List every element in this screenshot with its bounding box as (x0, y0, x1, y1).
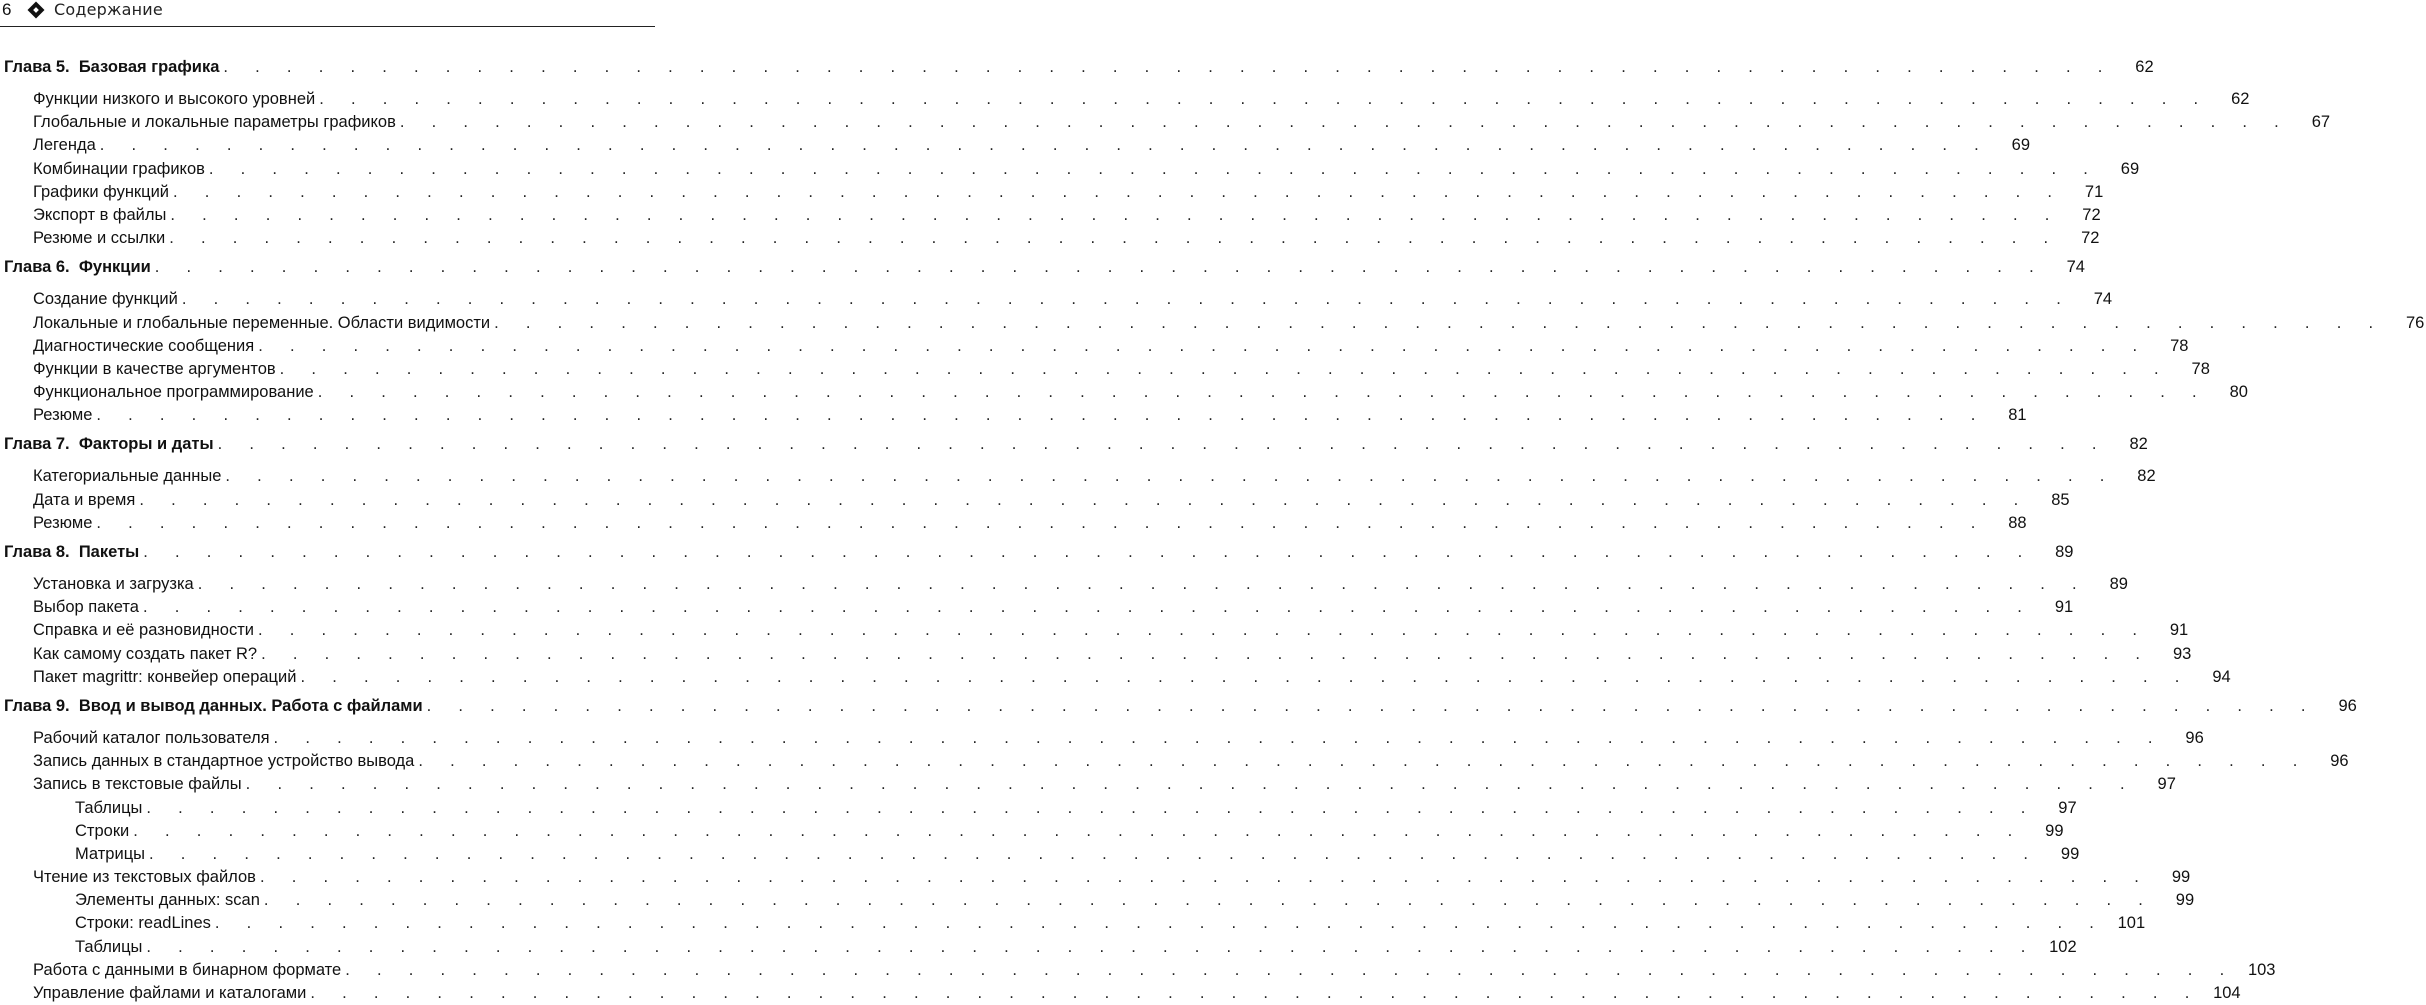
subsection-entry[interactable] (0, 843, 2080, 866)
dot-leader: . . . . . . . . . . . . . . . . . . . . . . . . . . . . . . . . . . . . . . . . . . . . . . . . . . . . . . . . . . . . (197, 575, 2088, 593)
entry-text: Запись в текстовые файлы (33, 775, 242, 794)
entry-text: Диагностические сообщения (33, 336, 255, 355)
page-ref: 69 (2011, 136, 2030, 155)
dot-leader: . . . . . . . . . . . . . . . . . . . . . . . . . . . . . . . . . . . . . . . . . . . . . . . . . . . . . . . . . . . . (169, 229, 2060, 248)
entry-text: Выбор пакета (33, 598, 139, 617)
entry-text: Локальные и глобальные переменные. Области видимости (33, 313, 491, 332)
page-ref: 85 (2051, 490, 2070, 509)
section-entry[interactable] (0, 358, 2210, 381)
dot-leader: . . . . . . . . . . . . . . . . . . . . . . . . . . . . . . . . . . . . . . . . . . . . . . . . . . . . . . . . . . . . (154, 258, 2045, 277)
entry-text: Экспорт в файлы (33, 205, 167, 224)
section-entry-title (0, 288, 182, 311)
entry-text: Справка и её разновидности (33, 621, 254, 640)
section-entry-title (0, 335, 258, 358)
dot-leader: . . . . . . . . . . . . . . . . . . . . . . . . . . . . . . . . . . . . . . . . . . . . . . . . . . . . . . . . . . . . (259, 868, 2151, 887)
dot-leader: . . . . . . . . . . . . . . . . . . . . . . . . . . . . . . . . . . . . . . . . . . . . . . . . . . . . . . . . . . . . (99, 136, 1990, 155)
dot-leader: . . . . . . . . . . . . . . . . . . . . . . . . . . . . . . . . . . . . . . . . . . . . . . . . . . . . . . . . . . . . (310, 984, 2201, 1002)
section-entry[interactable] (0, 619, 2189, 642)
dot-leader: . . . . . . . . . . . . . . . . . . . . . . . . . . . . . . . . . . . . . . . . . . . . . . . . . . . . . . . . . . . . (214, 914, 2106, 933)
chapter-block (0, 56, 2331, 256)
dot-leader: . . . . . . . . . . . . . . . . . . . . . . . . . . . . . . . . . . . . . . . . . . . . . . . . . . . . . . . . . . . . (223, 58, 2114, 76)
page-ref: 74 (2066, 258, 2085, 277)
subsection-entry-title (0, 889, 264, 912)
section-entry[interactable] (0, 643, 2192, 666)
section-entry[interactable] (0, 404, 2027, 427)
entry-text: Глобальные и локальные параметры графиков (33, 113, 396, 132)
page-ref: 78 (2191, 359, 2210, 378)
page-ref: 97 (2157, 775, 2176, 794)
page-ref: 69 (2120, 159, 2140, 178)
section-entry[interactable] (0, 465, 2156, 488)
entry-text: Пакеты (78, 543, 140, 561)
page-ref: 81 (2008, 406, 2027, 425)
section-entry-title (0, 643, 261, 666)
page-ref: 74 (2093, 290, 2113, 309)
page-ref: 96 (2330, 752, 2349, 771)
chapter-label: Глава 6. (4, 258, 70, 277)
section-entry[interactable] (0, 512, 2027, 535)
subsection-entry[interactable] (0, 936, 2077, 959)
subsection-entry-title (0, 843, 149, 866)
page-ref: 91 (2054, 598, 2074, 617)
dot-leader: . . . . . . . . . . . . . . . . . . . . . . . . . . . . . . . . . . . . . . . . . . . . . . . . . . . . . . . . . . . . (261, 644, 2152, 663)
dot-leader: . . . . . . . . . . . . . . . . . . . . . . . . . . . . . . . . . . . . . . . . . . . . . . . . . . . . . . . . . . . . (170, 205, 2061, 224)
entry-text: Базовая графика (78, 58, 220, 76)
chapter-entry[interactable] (0, 541, 2074, 567)
chapter-label: Глава 5. (4, 58, 70, 76)
section-entry-title (0, 134, 100, 157)
section-entry-title (0, 111, 400, 134)
entry-text: Элементы данных: scan (75, 891, 260, 910)
section-entry-title (0, 512, 96, 535)
section-entry-title (0, 666, 300, 689)
dot-leader: . . . . . . . . . . . . . . . . . . . . . . . . . . . . . . . . . . . . . . . . . . . . . . . . . . . . . . . . . . . . (208, 159, 2100, 178)
dot-leader: . . . . . . . . . . . . . . . . . . . . . . . . . . . . . . . . . . . . . . . . . . . . . . . . . . . . . . . . . . . . (418, 752, 2309, 771)
dot-leader: . . . . . . . . . . . . . . . . . . . . . . . . . . . . . . . . . . . . . . . . . . . . . . . . . . . . . . . . . . . . (319, 90, 2210, 108)
page-ref: 82 (2129, 435, 2148, 454)
entry-text: Создание функций (33, 290, 178, 309)
dot-leader: . . . . . . . . . . . . . . . . . . . . . . . . . . . . . . . . . . . . . . . . . . . . . . . . . . . . . . . . . . . . (399, 113, 2291, 132)
page-ref: 94 (2212, 667, 2231, 686)
chapter-label: Глава 9. (4, 696, 70, 715)
table-of-contents (0, 56, 2425, 1005)
section-entry[interactable] (0, 596, 2074, 619)
chapter-entry-title (0, 256, 155, 279)
subsection-entry-title (0, 936, 146, 959)
page-ref: 80 (2229, 383, 2248, 402)
entry-text: Матрицы (75, 844, 146, 863)
entry-text: Функции низкого и высокого уровней (33, 90, 316, 108)
chapter-entry[interactable] (0, 56, 2154, 82)
entry-text: Управление файлами и каталогами (33, 984, 307, 1002)
entry-text: Установка и загрузка (33, 575, 194, 593)
chapter-label: Глава 7. (4, 435, 70, 454)
dot-leader: . . . . . . . . . . . . . . . . . . . . . . . . . . . . . . . . . . . . . . . . . . . . . . . . . . . . . . . . . . . . (225, 467, 2116, 486)
page-ref: 72 (2081, 229, 2100, 248)
section-entry[interactable] (0, 573, 2128, 596)
chapter-label-space (70, 58, 79, 76)
section-entry[interactable] (0, 204, 2101, 227)
dot-leader: . . . . . . . . . . . . . . . . . . . . . . . . . . . . . . . . . . . . . . . . . . . . . . . . . . . . . . . . . . . . (217, 435, 2108, 454)
page-ref: 96 (2185, 728, 2204, 747)
entry-text: Как самому создать пакет R? (33, 644, 258, 663)
chapter-label-space (70, 697, 79, 715)
dot-leader: . . . . . . . . . . . . . . . . . . . . . . . . . . . . . . . . . . . . . . . . . . . . . . . . . . . . . . . . . . . . (245, 775, 2136, 794)
section-entry-title (0, 773, 246, 796)
section-entry-title (0, 959, 345, 982)
section-entry[interactable] (0, 866, 2191, 889)
dot-leader: . . . . . . . . . . . . . . . . . . . . . . . . . . . . . . . . . . . . . . . . . . . . . . . . . . . . . . . . . . . . (146, 937, 2037, 956)
entry-text: Графики функций (33, 182, 170, 201)
section-entry[interactable] (0, 227, 2100, 250)
section-entry[interactable] (0, 750, 2349, 773)
chapter-label: Глава 8. (4, 543, 70, 561)
chapter-entry-title (0, 433, 218, 456)
page-ref: 82 (2137, 467, 2156, 486)
section-entry[interactable] (0, 773, 2176, 796)
page-ref: 62 (2231, 90, 2250, 108)
subsection-entry[interactable] (0, 912, 2146, 935)
dot-leader: . . . . . . . . . . . . . . . . . . . . . . . . . . . . . . . . . . . . . . . . . . . . . . . . . . . . . . . . . . . . (96, 513, 1987, 532)
dot-leader: . . . . . . . . . . . . . . . . . . . . . . . . . . . . . . . . . . . . . . . . . . . . . . . . . . . . . . . . . . . . (258, 336, 2149, 355)
dot-leader: . . . . . . . . . . . . . . . . . . . . . . . . . . . . . . . . . . . . . . . . . . . . . . . . . . . . . . . . . . . . (142, 598, 2034, 617)
page-ref: 93 (2172, 644, 2192, 663)
chapter-block (0, 695, 2357, 1005)
section-entry[interactable] (0, 666, 2231, 689)
page-ref: 78 (2170, 336, 2189, 355)
section-entry-title (0, 465, 225, 488)
entry-text: Функциональное программирование (33, 383, 314, 402)
section-entry-title (0, 227, 169, 250)
section-entry-title (0, 181, 173, 204)
entry-text: Резюме (33, 513, 93, 532)
page-ref: 89 (2055, 543, 2074, 561)
running-title: Содержание (54, 0, 163, 19)
entry-text: Комбинации графиков (33, 159, 205, 178)
dot-leader: . . . . . . . . . . . . . . . . . . . . . . . . . . . . . . . . . . . . . . . . . . . . . . . . . . . . . . . . . . . . (317, 383, 2208, 402)
page-ref: 89 (2109, 575, 2128, 593)
chapter-entry[interactable] (0, 695, 2357, 721)
chapter-entry-title (0, 56, 223, 79)
section-entry-title (0, 573, 198, 596)
section-entry[interactable] (0, 335, 2189, 358)
section-entry-title (0, 619, 258, 642)
section-entry-title (0, 404, 96, 427)
section-entry[interactable] (0, 88, 2250, 111)
chapter-block (0, 256, 2425, 433)
dot-leader: . . . . . . . . . . . . . . . . . . . . . . . . . . . . . . . . . . . . . . . . . . . . . . . . . . . . . . . . . . . . (173, 182, 2064, 201)
page-ref: 99 (2171, 868, 2191, 887)
chapter-block (0, 541, 2231, 695)
section-entry[interactable] (0, 381, 2248, 404)
section-entry-title (0, 750, 418, 773)
section-entry-title (0, 381, 318, 404)
entry-text: Запись данных в стандартное устройство вывода (33, 752, 415, 771)
section-entry[interactable] (0, 181, 2104, 204)
dot-leader: . . . . . . . . . . . . . . . . . . . . . . . . . . . . . . . . . . . . . . . . . . . . . . . . . . . . . . . . . . . . (494, 313, 2385, 332)
entry-text: Резюме и ссылки (33, 229, 166, 248)
entry-text: Таблицы (75, 798, 143, 817)
entry-text: Пакет magrittr: конвейер операций (33, 667, 297, 686)
entry-text: Функции в качестве аргументов (33, 359, 276, 378)
subsection-entry-title (0, 820, 133, 843)
entry-text: Таблицы (75, 937, 143, 956)
subsection-entry-title (0, 912, 215, 935)
entry-text: Строки (75, 821, 130, 840)
page-ref: 97 (2058, 798, 2077, 817)
dot-leader: . . . . . . . . . . . . . . . . . . . . . . . . . . . . . . . . . . . . . . . . . . . . . . . . . . . . . . . . . . . . (426, 696, 2317, 715)
chapter-entry[interactable] (0, 256, 2085, 282)
dot-leader: . . . . . . . . . . . . . . . . . . . . . . . . . . . . . . . . . . . . . . . . . . . . . . . . . . . . . . . . . . . . (181, 290, 2073, 309)
page-ref: 99 (2045, 821, 2064, 840)
page-ref: 96 (2338, 696, 2357, 715)
section-entry[interactable] (0, 959, 2276, 982)
entry-text: Дата и время (33, 490, 136, 509)
dot-leader: . . . . . . . . . . . . . . . . . . . . . . . . . . . . . . . . . . . . . . . . . . . . . . . . . . . . . . . . . . . . (149, 844, 2040, 863)
entry-text: Работа с данными в бинарном формате (33, 960, 342, 979)
page-number: 6 (2, 0, 12, 19)
entry-text: Функции (78, 258, 151, 277)
chapter-entry-title (0, 695, 427, 718)
dot-leader: . . . . . . . . . . . . . . . . . . . . . . . . . . . . . . . . . . . . . . . . . . . . . . . . . . . . . . . . . . . . (96, 406, 1987, 425)
section-entry[interactable] (0, 134, 2030, 157)
section-entry[interactable] (0, 111, 2331, 134)
page-ref: 101 (2117, 914, 2146, 933)
section-entry-title (0, 358, 280, 381)
chapter-label-space (70, 543, 79, 561)
chapter-entry-title (0, 541, 143, 564)
entry-text: Легенда (33, 136, 96, 155)
page-ref: 104 (2213, 984, 2241, 1002)
section-entry[interactable] (0, 312, 2425, 335)
dot-leader: . . . . . . . . . . . . . . . . . . . . . . . . . . . . . . . . . . . . . . . . . . . . . . . . . . . . . . . . . . . . (279, 359, 2170, 378)
dot-leader: . . . . . . . . . . . . . . . . . . . . . . . . . . . . . . . . . . . . . . . . . . . . . . . . . . . . . . . . . . . . (133, 821, 2024, 840)
subsection-entry[interactable] (0, 889, 2195, 912)
section-entry-title (0, 727, 274, 750)
subsection-entry[interactable] (0, 797, 2077, 820)
chapter-label-space (70, 258, 79, 276)
dot-leader: . . . . . . . . . . . . . . . . . . . . . . . . . . . . . . . . . . . . . . . . . . . . . . . . . . . . . . . . . . . . (146, 798, 2037, 817)
entry-text: Категориальные данные (33, 467, 222, 486)
page-ref: 71 (2084, 182, 2104, 201)
chapter-label-space (70, 435, 79, 453)
dot-leader: . . . . . . . . . . . . . . . . . . . . . . . . . . . . . . . . . . . . . . . . . . . . . . . . . . . . . . . . . . . . (345, 960, 2236, 979)
page-ref: 99 (2060, 844, 2080, 863)
entry-text: Резюме (33, 406, 93, 425)
section-entry[interactable] (0, 727, 2204, 750)
section-entry-title (0, 489, 139, 512)
page-ref: 103 (2247, 960, 2276, 979)
section-entry[interactable] (0, 982, 2241, 1005)
page-ref: 99 (2175, 891, 2195, 910)
page-ref: 76 (2406, 313, 2425, 332)
section-entry-title (0, 204, 170, 227)
section-entry[interactable] (0, 489, 2070, 512)
subsection-entry-title (0, 797, 146, 820)
page-ref: 88 (2008, 513, 2027, 532)
page-ref: 91 (2169, 621, 2189, 640)
diamond-ornament-icon (28, 2, 45, 19)
section-entry[interactable] (0, 158, 2140, 181)
chapter-entry[interactable] (0, 433, 2148, 459)
dot-leader: . . . . . . . . . . . . . . . . . . . . . . . . . . . . . . . . . . . . . . . . . . . . . . . . . . . . . . . . . . . . (273, 728, 2164, 747)
entry-text: Чтение из текстовых файлов (33, 868, 256, 887)
section-entry-title (0, 982, 310, 1005)
dot-leader: . . . . . . . . . . . . . . . . . . . . . . . . . . . . . . . . . . . . . . . . . . . . . . . . . . . . . . . . . . . . (300, 667, 2191, 686)
entry-text: Факторы и даты (78, 435, 214, 454)
dot-leader: . . . . . . . . . . . . . . . . . . . . . . . . . . . . . . . . . . . . . . . . . . . . . . . . . . . . . . . . . . . . (139, 490, 2030, 509)
entry-text: Рабочий каталог пользователя (33, 728, 270, 747)
page-ref: 62 (2135, 58, 2154, 76)
page-ref: 67 (2311, 113, 2331, 132)
entry-text: Ввод и вывод данных. Работа с файлами (78, 696, 423, 715)
chapter-block (0, 433, 2156, 541)
page-ref: 102 (2049, 937, 2077, 956)
section-entry-title (0, 158, 209, 181)
page-ref: 72 (2082, 205, 2101, 224)
section-entry-title (0, 312, 494, 335)
running-header (0, 0, 655, 27)
section-entry-title (0, 866, 260, 889)
section-entry-title (0, 596, 143, 619)
section-entry-title (0, 88, 319, 111)
section-entry[interactable] (0, 288, 2113, 311)
entry-text: Строки: readLines (75, 914, 211, 933)
subsection-entry[interactable] (0, 820, 2064, 843)
dot-leader: . . . . . . . . . . . . . . . . . . . . . . . . . . . . . . . . . . . . . . . . . . . . . . . . . . . . . . . . . . . . (258, 621, 2149, 640)
dot-leader: . . . . . . . . . . . . . . . . . . . . . . . . . . . . . . . . . . . . . . . . . . . . . . . . . . . . . . . . . . . . (263, 891, 2155, 910)
dot-leader: . . . . . . . . . . . . . . . . . . . . . . . . . . . . . . . . . . . . . . . . . . . . . . . . . . . . . . . . . . . . (143, 543, 2034, 561)
